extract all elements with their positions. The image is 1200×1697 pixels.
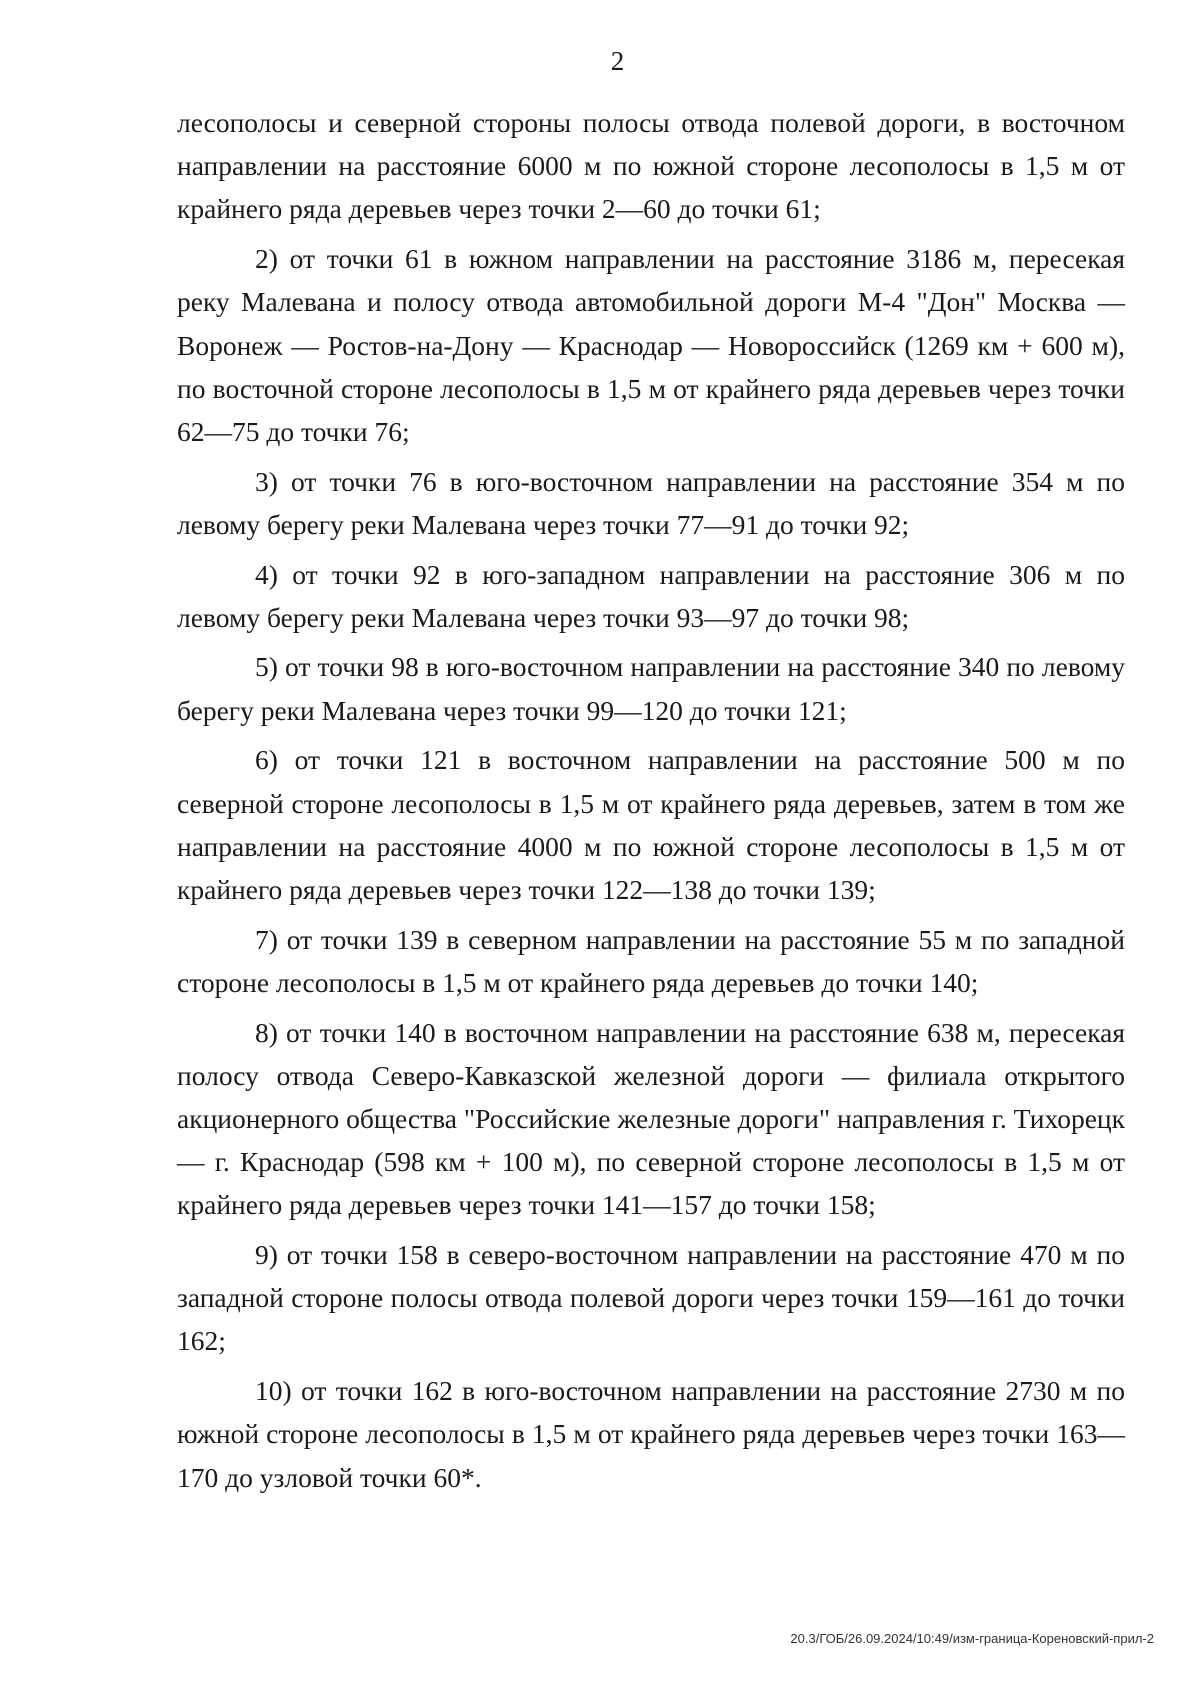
document-body bbox=[177, 101, 1125, 1505]
paragraph-item-10: 10) от точки 162 в юго-восточном направлении на расстояние 2730 м по южной стороне лесополосы в 1,5 м от крайнего ряда деревьев через точки 163—170 до узловой точки 60*. bbox=[177, 1375, 1125, 1493]
paragraph-item-5: 5) от точки 98 в юго-восточном направлении на расстояние 340 по левому берегу реки Малевана через точки 99—120 до точки 121; bbox=[177, 651, 1125, 726]
paragraph-item-6: 6) от точки 121 в восточном направлении на расстояние 500 м по северной стороне лесополосы в 1,5 м от крайнего ряда деревьев, затем в том же направлении на расстояние 4000 м по южной стороне лесополосы в 1,5 м от крайнего ряда деревьев через точки 122—138 до точки 139; bbox=[177, 744, 1125, 905]
paragraph-item-4: 4) от точки 92 в юго-западном направлении на расстояние 306 м по левому берегу реки Малевана через точки 93—97 до точки 98; bbox=[177, 558, 1125, 633]
paragraph-item-7: 7) от точки 139 в северном направлении на расстояние 55 м по западной стороне лесополосы в 1,5 м от крайнего ряда деревьев до точки 140; bbox=[177, 923, 1125, 998]
paragraph-item-8: 8) от точки 140 в восточном направлении на расстояние 638 м, пересекая полосу отвода Северо-Кавказской железной дороги — филиала открытого акционерного общества "Российские железные дороги" направления г. Тихорецк — г. Краснодар (598 км + 100 м), по северной стороне лесополосы в 1,5 м от крайнего ряда деревьев через точки 141—157 до точки 158; bbox=[177, 1016, 1125, 1221]
paragraph-item-2: 2) от точки 61 в южном направлении на расстояние 3186 м, пересекая реку Малевана и полосу отвода автомобильной дороги М-4 "Дон" Москва — Воронеж — Ростов-на-Дону — Краснодар — Новороссийск (1269 км + 600 м), по восточной стороне лесополосы в 1,5 м от крайнего ряда деревьев через точки 62—75 до точки 76; bbox=[177, 243, 1125, 447]
paragraph-item-9: 9) от точки 158 в северо-восточном направлении на расстояние 470 м по западной стороне полосы отвода полевой дороги через точки 159—161 до точки 162; bbox=[177, 1239, 1125, 1357]
paragraph-continuation: лесополосы и северной стороны полосы отвода полевой дороги, в восточном направлении на расстояние 6000 м по южной стороне лесополосы в 1,5 м от крайнего ряда деревьев через точки 2—60 до точки 61; bbox=[177, 107, 1125, 225]
document-footer-code: 20.3/ГОБ/26.09.2024/10:49/изм-граница-Кореновский-прил-2 bbox=[790, 1631, 1154, 1646]
page-number: 2 bbox=[610, 46, 625, 76]
paragraph-item-3: 3) от точки 76 в юго-восточном направлении на расстояние 354 м по левому берегу реки Малевана через точки 77—91 до точки 92; bbox=[177, 465, 1125, 540]
